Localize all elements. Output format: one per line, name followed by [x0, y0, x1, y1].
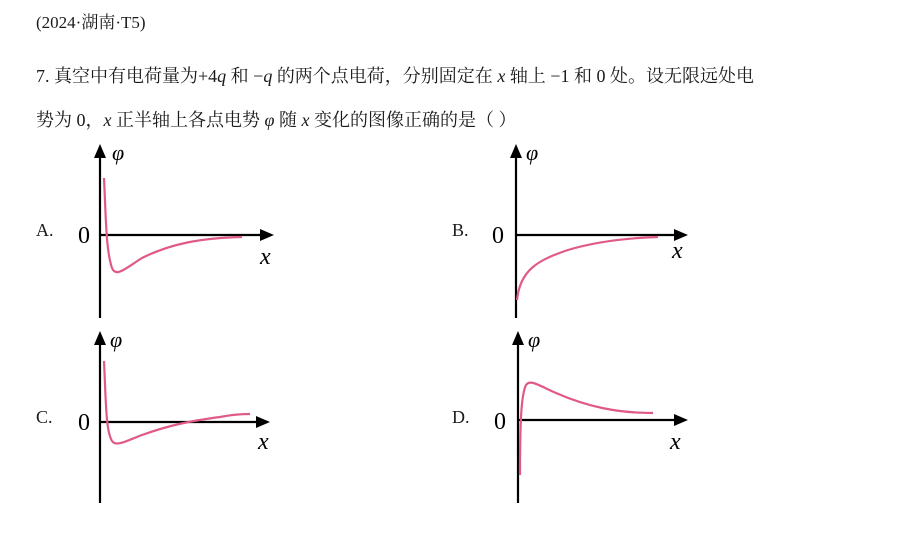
stem-text: 和: [226, 66, 254, 86]
variable-phi: φ: [264, 110, 275, 130]
charge-symbol: q: [263, 66, 273, 86]
potential-curve: [517, 237, 658, 300]
y-axis-label: φ: [528, 327, 541, 352]
option-c[interactable]: [30, 325, 330, 510]
variable-x: x: [103, 110, 112, 130]
origin-label: 0: [78, 223, 90, 249]
option-b-label: B.: [452, 220, 469, 240]
x-axis-label: x: [258, 429, 269, 455]
y-axis-arrow: [510, 144, 522, 158]
stem-text: 变化的图像正确的是（ ）: [309, 110, 517, 130]
stem-text: 的两个点电荷，分别固定在: [272, 66, 498, 86]
potential-curve: [104, 361, 250, 443]
stem-text: 轴上 −1 和 0 处。设无限远处电: [505, 66, 754, 86]
option-a-graph: [70, 140, 330, 325]
origin-label: 0: [494, 409, 506, 435]
question-number: 7.: [36, 66, 50, 86]
y-axis-arrow: [94, 331, 106, 345]
option-a-label: A.: [36, 220, 54, 240]
option-a[interactable]: [30, 140, 330, 325]
potential-curve: [104, 178, 242, 272]
charge-negative: −: [253, 66, 264, 86]
option-b-graph: [488, 140, 748, 325]
x-axis-arrow: [674, 414, 688, 426]
stem-text: 随: [274, 110, 302, 130]
option-c-label: C.: [36, 407, 53, 427]
option-b[interactable]: [448, 140, 748, 325]
y-axis-label: φ: [526, 140, 539, 165]
charge-positive: +4: [198, 66, 218, 86]
option-d-graph: [488, 325, 748, 510]
variable-x: x: [497, 66, 506, 86]
stem-text: 真空中有电荷量为: [54, 66, 198, 86]
x-axis-arrow: [256, 416, 270, 428]
stem-line-2: [36, 98, 876, 142]
potential-curve: [520, 383, 653, 475]
variable-x: x: [301, 110, 310, 130]
y-axis-label: φ: [112, 140, 125, 165]
x-axis-arrow: [260, 229, 274, 241]
y-axis-arrow: [512, 331, 524, 345]
stem-text: 正半轴上各点电势: [111, 110, 265, 130]
x-axis-label: x: [672, 238, 683, 264]
stem-line-1: [36, 54, 876, 98]
stem-text: 势为 0，: [36, 110, 104, 130]
y-axis-label: φ: [110, 327, 123, 352]
origin-label: 0: [78, 410, 90, 436]
charge-symbol: q: [217, 66, 227, 86]
question-stem: [36, 54, 876, 142]
option-d-label: D.: [452, 407, 470, 427]
option-c-graph: [70, 325, 330, 510]
origin-label: 0: [492, 223, 504, 249]
x-axis-label: x: [670, 429, 681, 455]
y-axis-arrow: [94, 144, 106, 158]
x-axis-label: x: [260, 244, 271, 270]
question-source: (2024·湖南·T5): [36, 13, 146, 32]
option-d[interactable]: [448, 325, 748, 510]
